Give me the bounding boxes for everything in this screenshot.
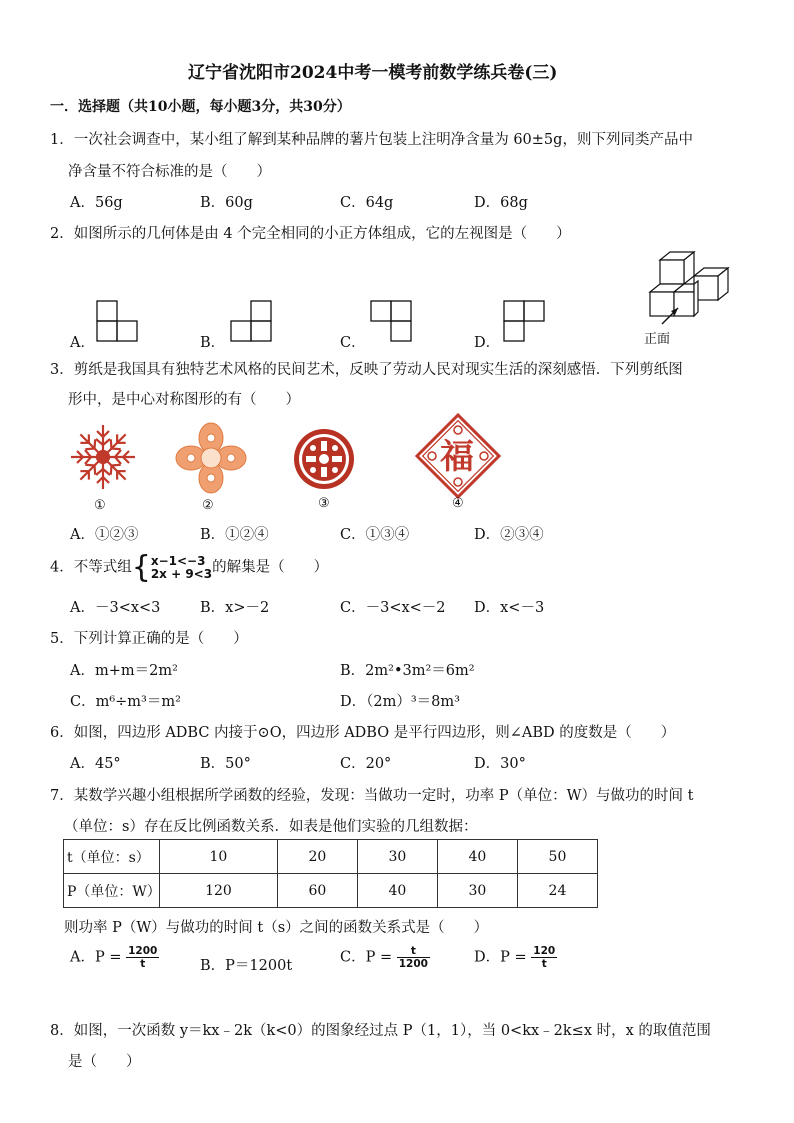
q7-data-table (63, 839, 598, 908)
q6-line1: 6．如图，四边形 ADBC 内接于⊙O，四边形 ADBO 是平行四边形，则∠ABD 的度数是（ ） (50, 725, 676, 741)
q4-ineq2: 2x + 9<3 (150, 566, 213, 581)
table-header-cell: t（单位：s） (64, 840, 160, 874)
q4-option-a: A．－3<x<3 (70, 600, 161, 616)
table-cell: 40 (357, 874, 437, 908)
table-cell: 60 (277, 874, 357, 908)
table-header-cell: P（单位：W） (64, 874, 160, 908)
q7-option-a (70, 945, 159, 970)
fraction-denominator: 1200 (398, 958, 428, 970)
papercut-snowflake-image (68, 422, 138, 492)
q3-line1: 3．剪纸是我国具有独特艺术风格的民间艺术，反映了劳动人民对现实生活的深刻感悟．下列剪纸图 (50, 362, 683, 378)
papercut-flower-image (174, 420, 248, 496)
q2-view-b (230, 300, 272, 342)
q4-ineq1: x−1<−3 (150, 553, 206, 568)
q7-line1: 7．某数学兴趣小组根据所学函数的经验，发现：当做功一定时，功率 P（单位：W）与做功的时间 t (50, 788, 694, 804)
q5-option-c: C．m⁶÷m³＝m² (70, 694, 181, 710)
q4-suffix: 的解集是（ ） (212, 559, 329, 576)
q7-option-a-var: P = (94, 949, 122, 966)
table-row (64, 840, 598, 874)
fu-character: 福 (440, 437, 474, 477)
papercut-round-image (292, 427, 356, 491)
table-cell: 30 (357, 840, 437, 874)
q8-line2: 是（ ） (68, 1054, 141, 1070)
q1-option-b: B．60g (200, 195, 253, 211)
q2-label-a: A． (70, 335, 95, 351)
q4-option-c: C．－3<x<－2 (340, 600, 446, 616)
table-cell: 10 (160, 840, 278, 874)
q2-cube-figure (640, 248, 730, 328)
q2-label-d: D． (474, 335, 501, 351)
q7-option-c-var: P = (365, 949, 393, 966)
table-cell: 50 (517, 840, 597, 874)
q2-label-b: B． (200, 335, 226, 351)
table-cell: 120 (160, 874, 278, 908)
q1-line2: 净含量不符合标准的是（ ） (68, 164, 271, 180)
q1-option-d: D．68g (474, 195, 528, 211)
q3-line2: 形中，是中心对称图形的有（ ） (68, 392, 300, 408)
q7-option-c-fraction (397, 945, 430, 970)
q3-option-a: A．①②③ (70, 527, 139, 543)
q7-option-d-label: D． (474, 949, 501, 966)
q7-line2: （单位：s）存在反比例函数关系．如表是他们实验的几组数据： (64, 819, 478, 835)
q3-image-label-1: ① (94, 498, 106, 513)
fraction-numerator: 1200 (128, 945, 158, 957)
fraction-numerator: 120 (533, 945, 556, 957)
q5-option-a: A．m+m＝2m² (70, 663, 178, 679)
page-title: 辽宁省沈阳市2024中考一模考前数学练兵卷(三) (188, 63, 558, 83)
q3-image-label-2: ② (202, 498, 214, 513)
q6-option-c: C．20° (340, 756, 392, 772)
q7-line3: 则功率 P（W）与做功的时间 t（s）之间的函数关系式是（ ） (64, 920, 489, 936)
q1-option-a: A．56g (70, 195, 123, 211)
q2-view-d (503, 300, 545, 342)
q7-option-b: B．P＝1200t (200, 958, 293, 974)
q7-option-d (474, 945, 557, 970)
q7-option-c-label: C． (340, 949, 366, 966)
brace-symbol: { (131, 550, 151, 585)
q3-option-b: B．①②④ (200, 527, 269, 543)
q8-line1: 8．如图，一次函数 y＝kx﹣2k（k<0）的图象经过点 P（1，1），当 0<kx﹣2k≤x 时，x 的取值范围 (50, 1023, 711, 1039)
q4-inequality-system (151, 555, 212, 581)
q6-option-d: D．30° (474, 756, 526, 772)
q6-option-b: B．50° (200, 756, 251, 772)
q3-image-label-3: ③ (318, 496, 330, 511)
table-cell: 40 (437, 840, 517, 874)
q3-image-label-4: ④ (452, 496, 464, 511)
q7-option-c (340, 945, 430, 970)
q1-option-c: C．64g (340, 195, 394, 211)
fraction-denominator: t (140, 958, 146, 970)
q4-option-b: B．x>－2 (200, 600, 270, 616)
table-cell: 20 (277, 840, 357, 874)
section-heading: 一．选择题（共10小题，每小题3分，共30分） (50, 99, 351, 115)
q4-option-d: D．x<－3 (474, 600, 545, 616)
q3-option-d: D．②③④ (474, 527, 544, 543)
q2-view-a (96, 300, 138, 342)
table-cell: 24 (517, 874, 597, 908)
q3-option-c: C．①③④ (340, 527, 410, 543)
q4-line (50, 550, 328, 585)
fraction-numerator: t (397, 945, 430, 958)
q2-figure-label: 正面 (644, 332, 671, 347)
q4-prefix: 4．不等式组 (50, 559, 132, 576)
q5-line1: 5．下列计算正确的是（ ） (50, 631, 248, 647)
q2-line1: 2．如图所示的几何体是由 4 个完全相同的小正方体组成，它的左视图是（ ） (50, 226, 571, 242)
q7-option-a-label: A． (70, 949, 95, 966)
q2-view-c (370, 300, 412, 342)
q5-option-d: D．（2m）³＝8m³ (340, 694, 460, 710)
q7-option-d-fraction (531, 945, 557, 970)
q1-line1: 1．一次社会调查中，某小组了解到某种品牌的薯片包装上注明净含量为 60±5g，则下列同类产品中 (50, 132, 693, 148)
q7-option-a-fraction (126, 945, 159, 970)
q6-option-a: A．45° (70, 756, 121, 772)
fraction-denominator: t (541, 958, 547, 970)
table-cell: 30 (437, 874, 517, 908)
table-row (64, 874, 598, 908)
q2-label-c: C． (340, 335, 366, 351)
q5-option-b: B．2m²•3m²＝6m² (340, 663, 475, 679)
q7-option-d-var: P = (500, 949, 527, 966)
